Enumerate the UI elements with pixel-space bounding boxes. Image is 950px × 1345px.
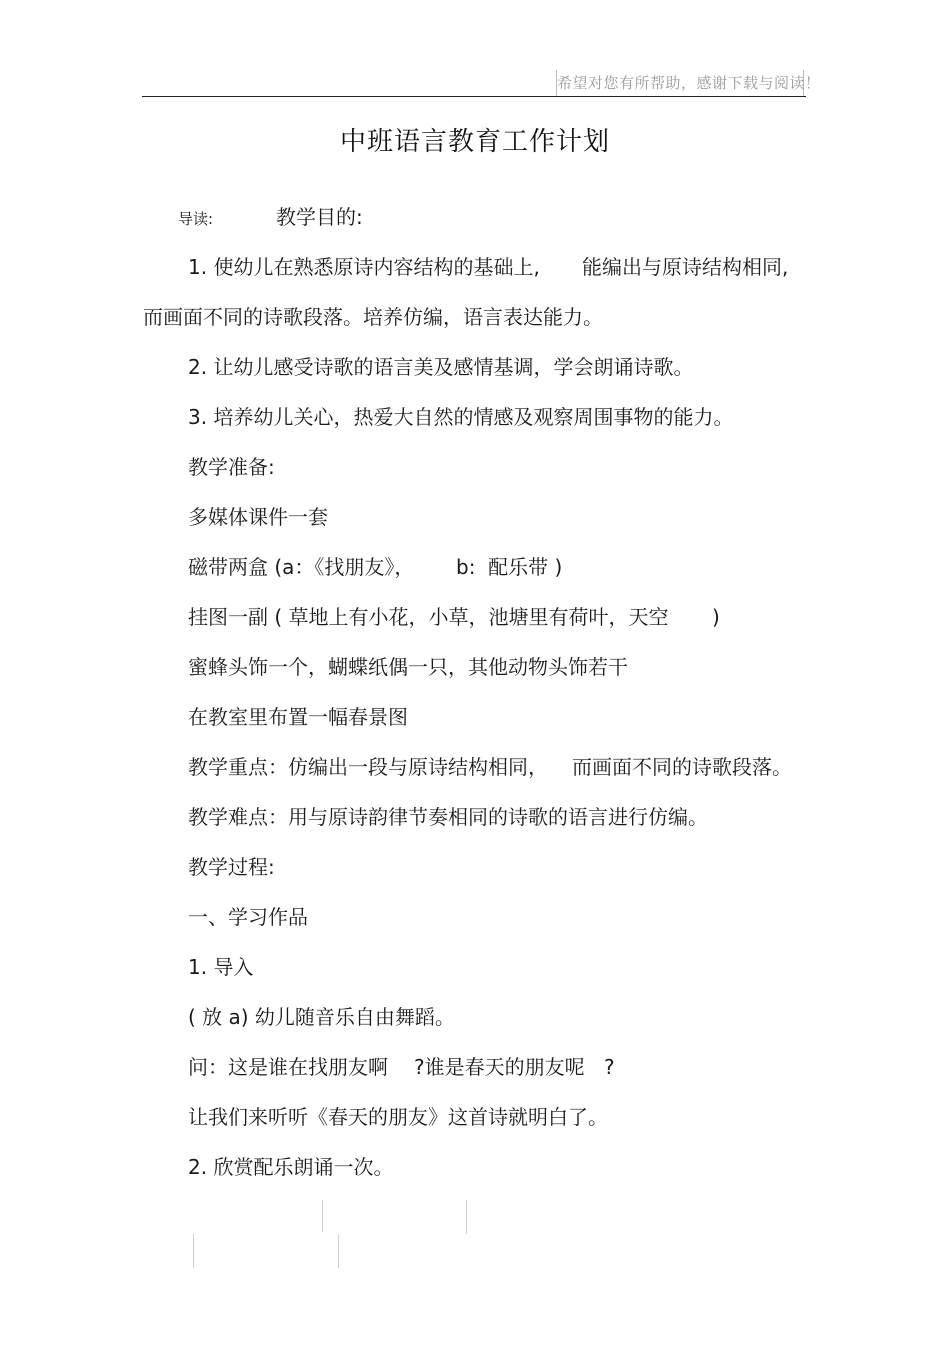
objectives-heading: 教学目的:	[276, 205, 363, 229]
paragraph-line: 让我们来听听《春天的朋友》这首诗就明白了。	[188, 1105, 608, 1129]
divider-line	[338, 1234, 339, 1268]
paragraph-line: 2. 欣赏配乐朗诵一次。	[188, 1155, 394, 1179]
paragraph-line: 教学重点：仿编出一段与原诗结构相同，	[188, 755, 548, 779]
paragraph-line: 教学难点：用与原诗韵律节奏相同的诗歌的语言进行仿编。	[188, 805, 708, 829]
paragraph-line: ?谁是春天的朋友呢	[414, 1055, 585, 1079]
paragraph-line: 3. 培养幼儿关心，热爱大自然的情感及观察周围事物的能力。	[188, 405, 734, 429]
paragraph-line: 能编出与原诗结构相同,	[582, 255, 789, 279]
paragraph-line: 而画面不同的诗歌段落。培养仿编，语言表达能力。	[143, 305, 603, 329]
paragraph-line: 磁带两盒 (a：《找朋友》，	[188, 555, 415, 579]
paragraph-line: 1. 使幼儿在熟悉原诗内容结构的基础上,	[188, 255, 540, 279]
paragraph-line: )	[712, 605, 720, 629]
paragraph-line: 在教室里布置一幅春景图	[188, 705, 408, 729]
paragraph-line: 问：这是谁在找朋友啊	[188, 1055, 388, 1079]
paragraph-line: ?	[604, 1055, 615, 1079]
paragraph-line: 蜜蜂头饰一个，蝴蝶纸偶一只，其他动物头饰若干	[188, 655, 628, 679]
divider-line	[466, 1200, 467, 1234]
section-heading: 教学过程:	[188, 855, 275, 879]
document-title: 中班语言教育工作计划	[339, 127, 610, 157]
paragraph-line: 多媒体课件一套	[188, 505, 328, 529]
header-watermark: 希望对您有所帮助，感谢下载与阅读！	[556, 70, 804, 96]
paragraph-line: b: 配乐带 )	[456, 555, 563, 579]
paragraph-line: 而画面不同的诗歌段落。	[572, 755, 792, 779]
header-rule	[142, 96, 806, 97]
divider-line	[193, 1234, 194, 1268]
intro-label: 导读:	[178, 210, 214, 228]
paragraph-line: 1. 导入	[188, 955, 254, 979]
section-heading: 一、学习作品	[188, 905, 308, 929]
paragraph-line: 挂图一副 ( 草地上有小花，小草，池塘里有荷叶，天空	[188, 605, 669, 629]
section-heading: 教学准备:	[188, 455, 275, 479]
divider-line	[322, 1200, 323, 1232]
paragraph-line: ( 放 a) 幼儿随音乐自由舞蹈。	[188, 1005, 455, 1029]
paragraph-line: 2. 让幼儿感受诗歌的语言美及感情基调，学会朗诵诗歌。	[188, 355, 694, 379]
